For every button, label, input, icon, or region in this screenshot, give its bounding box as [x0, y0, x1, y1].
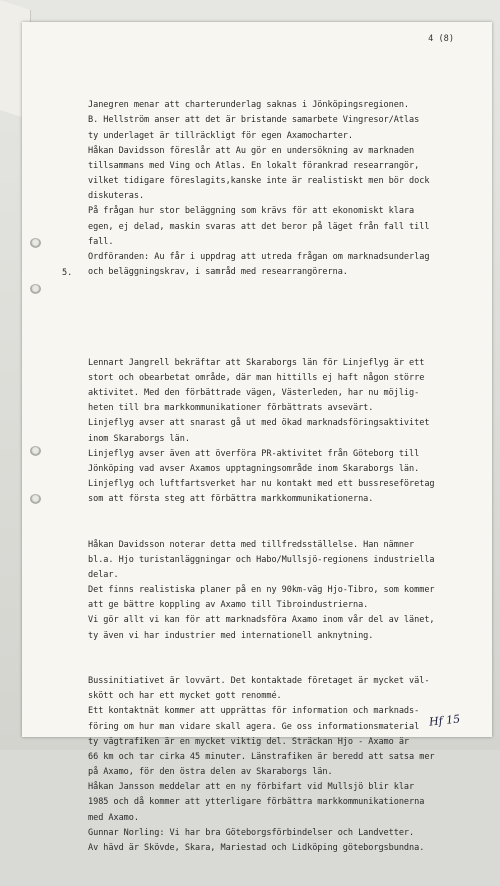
text-line: som att första steg att förbättra markkommunikationerna.: [88, 494, 374, 505]
text-line: diskuteras.: [88, 191, 145, 202]
text-line: Linjeflyg och luftfartsverket har nu kontakt med ett bussreseföretag: [88, 479, 435, 490]
text-line: Bussinitiativet är lovvärt. Det kontaktade företaget är mycket väl-: [88, 676, 430, 687]
paragraph-charter: [88, 98, 483, 280]
text-line: inom Skaraborgs län.: [88, 433, 190, 444]
text-line: Gunnar Norling: Vi har bra Göteborgsförbindelser och Landvetter.: [88, 827, 415, 838]
text-line: heten till bra markkommunikationer förbättrats avsevärt.: [88, 403, 374, 414]
text-line: skött och har ett mycket gott renommé.: [88, 691, 282, 702]
handwritten-initials: Hf 15: [428, 712, 461, 729]
text-line: Ett kontaktnät kommer att upprättas för information och marknads-: [88, 706, 420, 717]
text-line: Lennart Jangrell bekräftar att Skaraborgs län för Linjeflyg är ett: [88, 357, 425, 368]
text-line: Linjeflyg avser att snarast gå ut med ökad marknadsföringsaktivitet: [88, 418, 430, 429]
punch-hole-3: [30, 446, 41, 456]
paragraph-linjeflyg: [88, 356, 483, 508]
text-line: Jönköping vad avser Axamos upptagningsområde inom Skaraborgs län.: [88, 463, 420, 474]
text-line: Håkan Jansson meddelar att en ny förbifart vid Mullsjö blir klar: [88, 782, 415, 793]
text-line: stort och obearbetat område, där man hittills ej haft någon större: [88, 372, 425, 383]
punch-hole-2: [30, 284, 41, 294]
text-line: B. Hellström anser att det är bristande samarbete Vingresor/Atlas: [88, 115, 420, 126]
text-line: tillsammans med Ving och Atlas. En lokalt förankrad researrangör,: [88, 160, 420, 171]
text-line: föring om hur man vidare skall agera. Ge oss informationsmaterial: [88, 721, 420, 732]
document-page: [22, 22, 492, 853]
text-line: Linjeflyg avser även att överföra PR-aktivitet från Göteborg till: [88, 448, 420, 459]
text-line: egen, ej delad, maskin svaras att det beror på läget från fall till: [88, 221, 430, 232]
text-line: Det finns realistiska planer på en ny 90km-väg Hjo-Tibro, som kommer: [88, 585, 435, 596]
punch-hole-4: [30, 494, 41, 504]
paragraph-bus-initiative: [88, 674, 483, 856]
text-line: och beläggningskrav, i samråd med researrangörerna.: [88, 267, 348, 278]
text-line: ty vägtrafiken är en mycket viktig del. Sträckan Hjo - Axamo är: [88, 736, 410, 747]
text-line: På frågan hur stor beläggning som krävs för att ekonomiskt klara: [88, 206, 415, 217]
paragraph-davidsson: [88, 538, 483, 644]
punch-hole-1: [30, 238, 41, 248]
page-number: 4 (8): [428, 34, 454, 44]
text-line: att ge bättre koppling av Axamo till Tibroindustrierna.: [88, 600, 369, 611]
text-line: Av hävd är Skövde, Skara, Mariestad och Lidköping göteborgsbundna.: [88, 842, 425, 853]
text-line: delar.: [88, 570, 119, 580]
text-line: Ordföranden: Au får i uppdrag att utreda frågan om marknadsunderlag: [88, 251, 430, 262]
minutes-body: [88, 68, 483, 886]
text-line: fall.: [88, 236, 114, 247]
text-line: med Axamo.: [88, 812, 139, 823]
text-line: Håkan Davidsson föreslår att Au gör en undersökning av marknaden: [88, 145, 415, 156]
text-line: aktivitet. Med den förbättrade vägen, Västerleden, har nu möjlig-: [88, 388, 420, 399]
agenda-item-number: 5.: [62, 268, 73, 278]
text-line: Håkan Davidsson noterar detta med tillfredsställelse. Han nämner: [88, 539, 415, 550]
text-line: 1985 och då kommer att ytterligare förbättra markkommunikationerna: [88, 797, 425, 808]
text-line: vilket tidigare föreslagits,kanske inte är realistiskt men bör dock: [88, 176, 430, 187]
text-line: ty underlaget är tillräckligt för egen Axamocharter.: [88, 130, 353, 141]
text-line: bl.a. Hjo turistanläggningar och Habo/Mullsjö-regionens industriella: [88, 554, 435, 565]
text-line: 66 km och tar cirka 45 minuter. Länstrafiken är beredd att satsa mer: [88, 751, 435, 762]
text-line: Janegren menar att charterunderlag saknas i Jönköpingsregionen.: [88, 100, 410, 111]
text-line: på Axamo, för den östra delen av Skaraborgs län.: [88, 767, 333, 778]
text-line: ty även vi har industrier med internationell anknytning.: [88, 630, 374, 641]
text-line: Vi gör allt vi kan för att marknadsföra Axamo inom vår del av länet,: [88, 615, 435, 626]
